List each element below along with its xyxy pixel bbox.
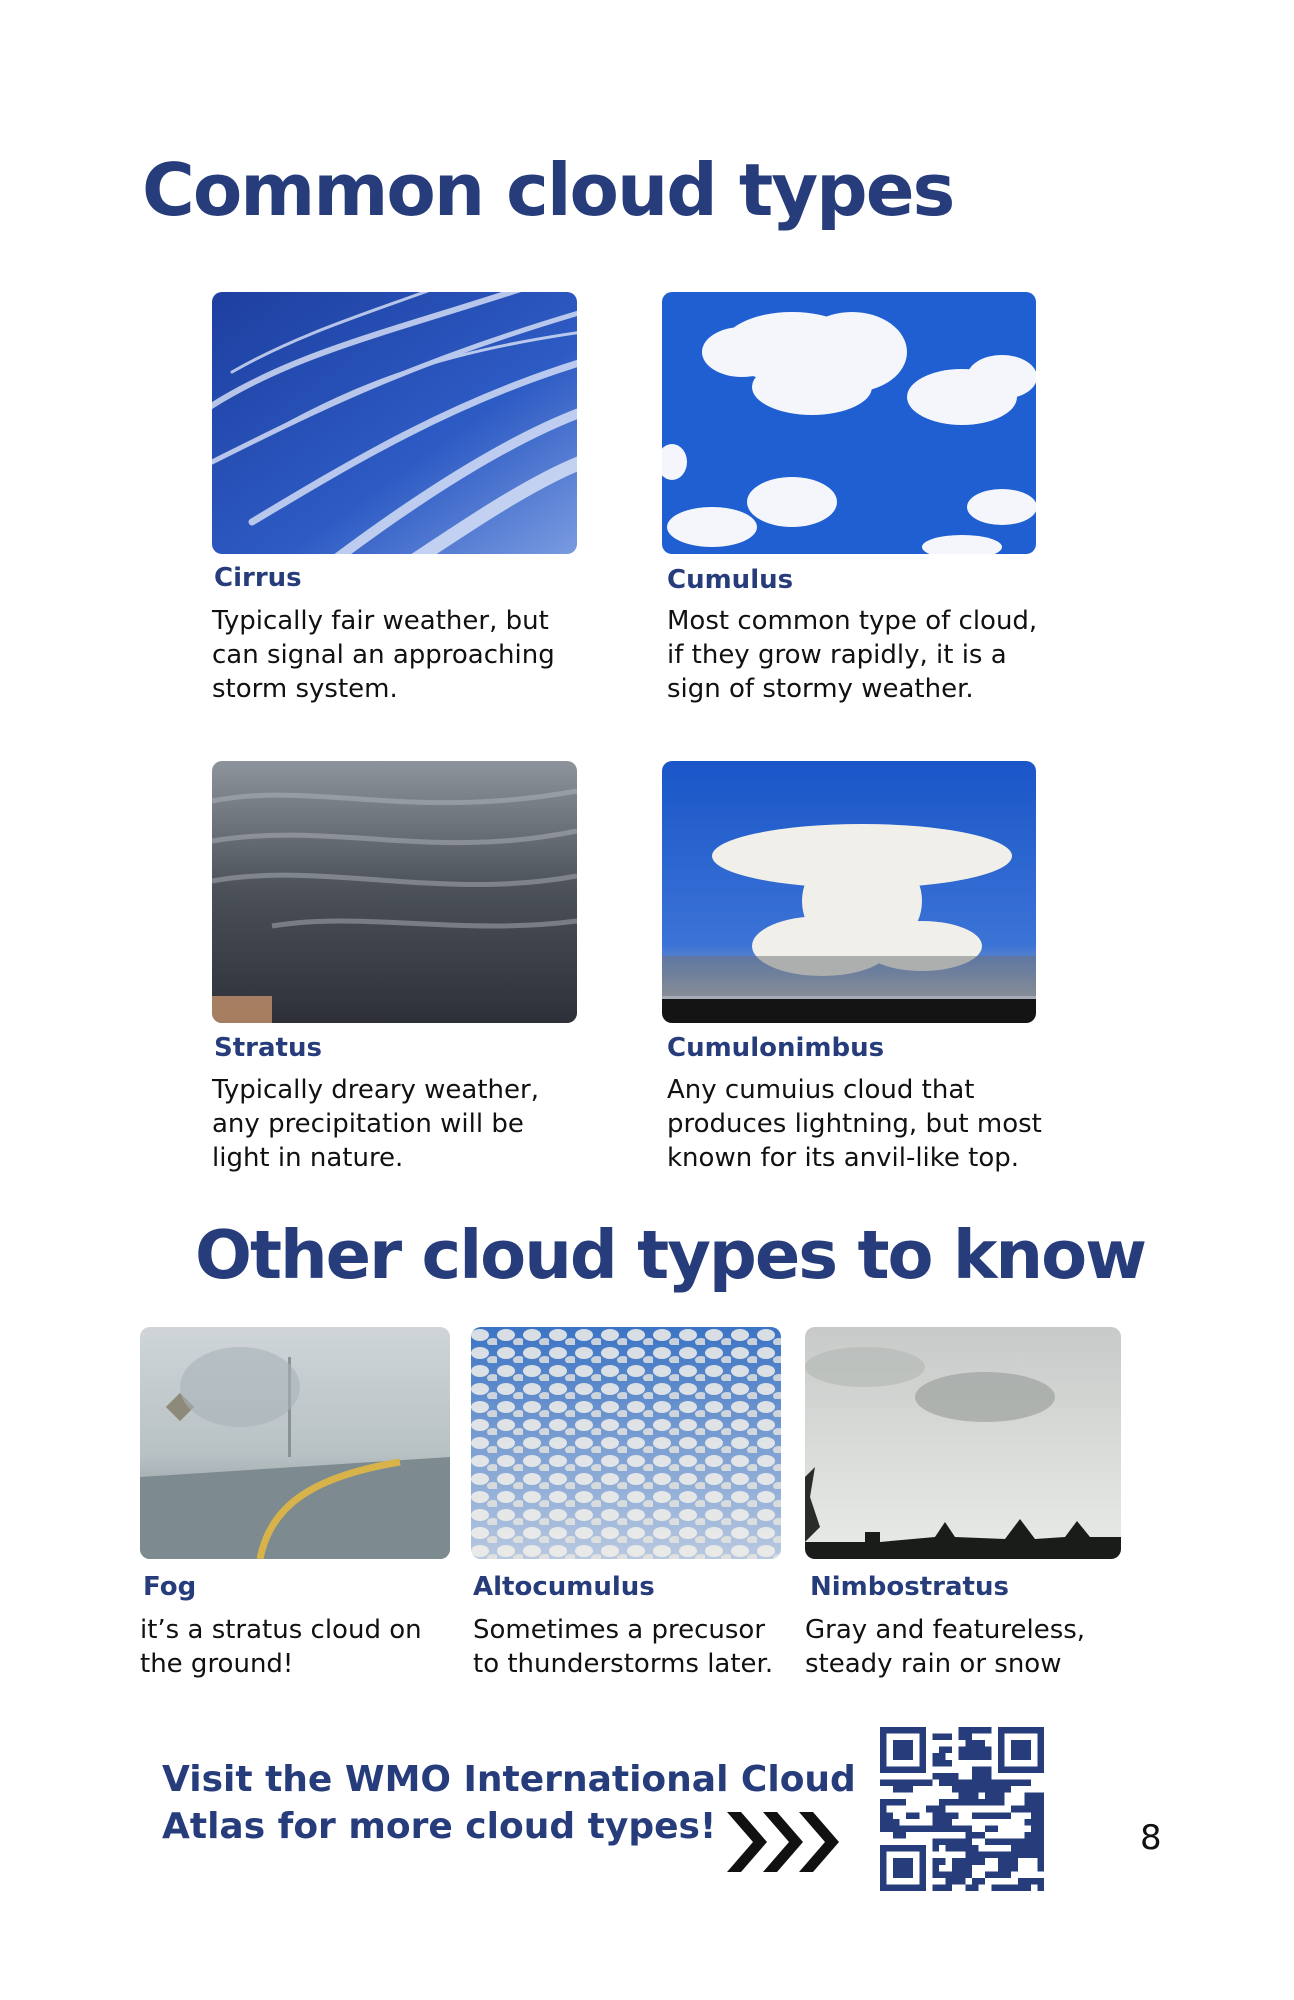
- cloud-description: Sometimes a precusor to thunderstorms later.: [473, 1615, 774, 1679]
- cloud-description: Typically fair weather, but can signal an approaching storm system.: [212, 606, 555, 704]
- page-title: Common cloud types: [142, 148, 954, 232]
- cloud-description: Any cumuius cloud that produces lightning, but most known for its anvil-like top.: [667, 1075, 1042, 1173]
- page-number: 8: [1140, 1818, 1162, 1858]
- cloud-description: it’s a stratus cloud on the ground!: [140, 1615, 422, 1679]
- altocumulus-photo: [471, 1327, 781, 1559]
- cloud-name: Nimbostratus: [810, 1572, 1009, 1602]
- cloud-description: Most common type of cloud, if they grow rapidly, it is a sign of stormy weather.: [667, 606, 1038, 704]
- cloud-name: Altocumulus: [473, 1572, 655, 1602]
- cloud-name: Cirrus: [214, 563, 302, 593]
- cloud-name: Cumulonimbus: [667, 1033, 885, 1063]
- nimbostratus-photo: [805, 1327, 1121, 1559]
- cloud-description: Typically dreary weather, any precipitation will be light in nature.: [212, 1075, 539, 1173]
- cloud-name: Fog: [143, 1572, 197, 1602]
- cumulonimbus-photo: [662, 761, 1036, 1023]
- section-title: Other cloud types to know: [195, 1216, 1146, 1294]
- triple-chevron-right-icon: [727, 1812, 840, 1872]
- cirrus-photo: [212, 292, 577, 554]
- cloud-name: Stratus: [214, 1033, 322, 1063]
- cloud-name: Cumulus: [667, 565, 794, 595]
- fog-photo: [140, 1327, 450, 1559]
- qr-code[interactable]: [880, 1727, 1044, 1891]
- cumulus-photo: [662, 292, 1036, 554]
- cloud-description: Gray and featureless, steady rain or snow: [805, 1615, 1086, 1679]
- cloud-atlas-callout: Visit the WMO International Cloud Atlas for more cloud types!: [162, 1759, 856, 1847]
- stratus-photo: [212, 761, 577, 1023]
